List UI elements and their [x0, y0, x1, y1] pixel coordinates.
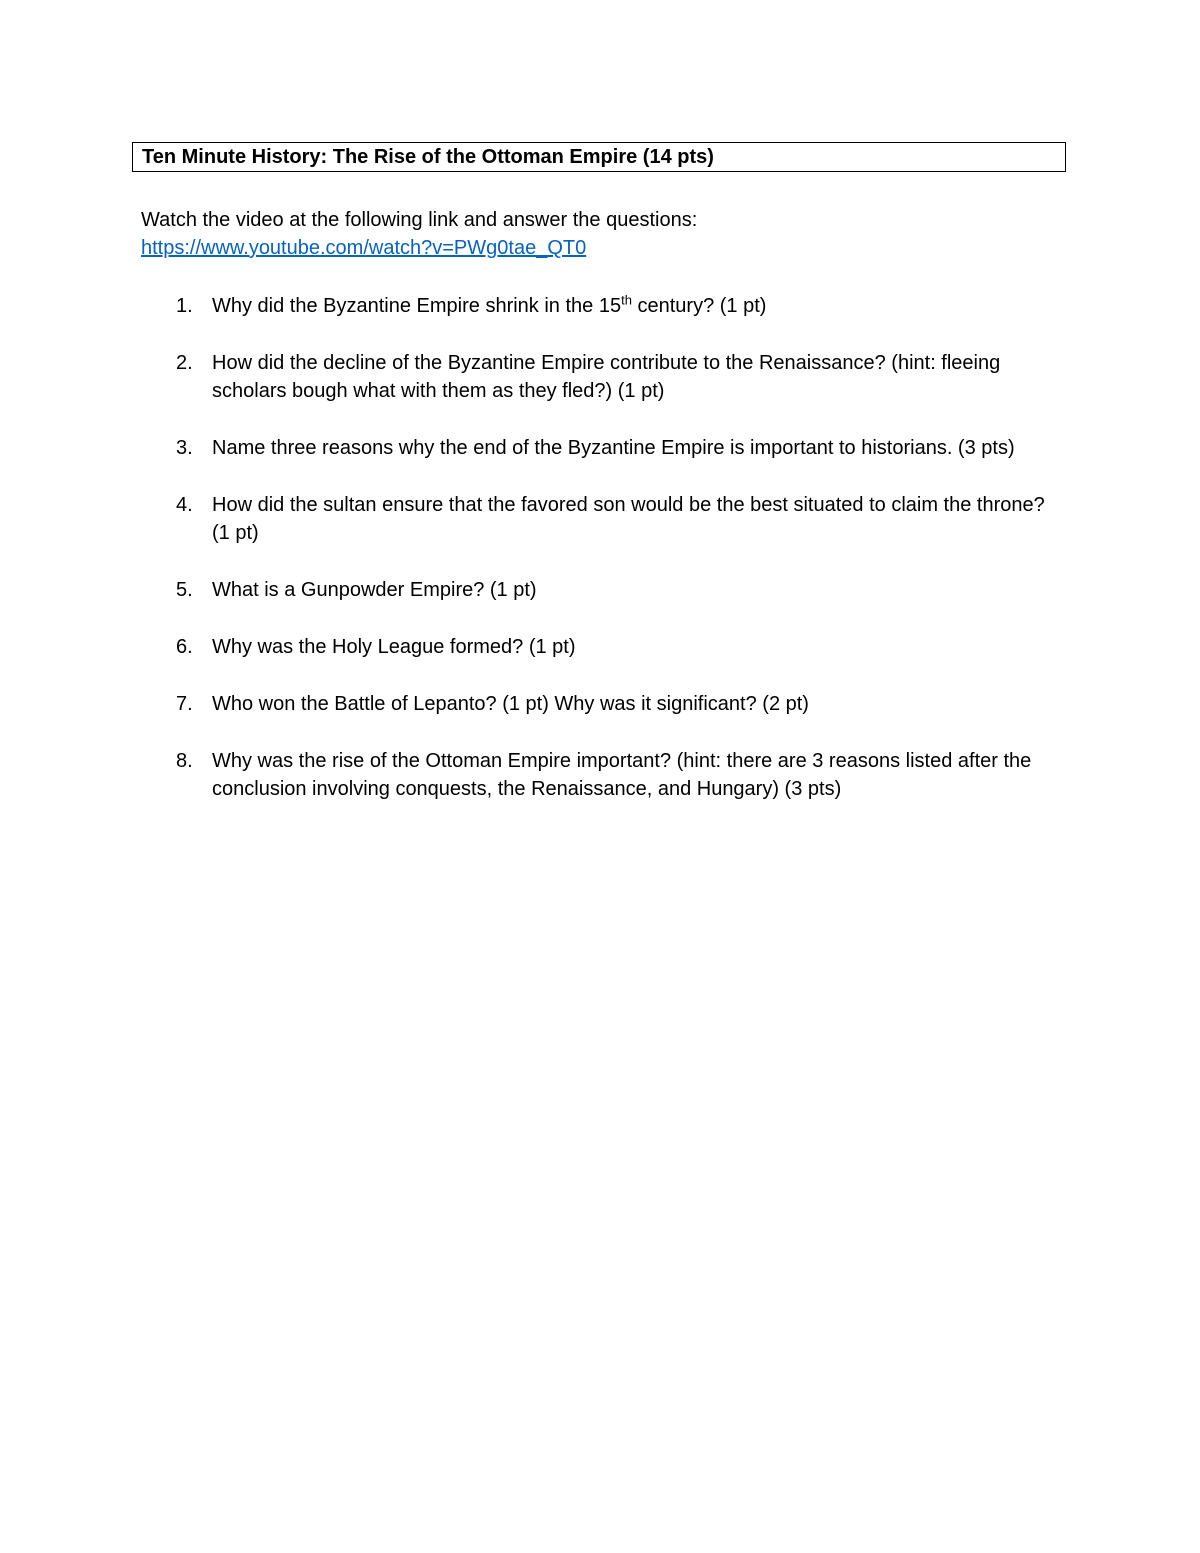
worksheet-title-text: Ten Minute History: The Rise of the Ottoman Empire (14 pts) [142, 146, 714, 168]
question-text: Why did the Byzantine Empire shrink in the 15th century? (1 pt) [212, 292, 767, 317]
question-text: How did the sultan ensure that the favored son would be the best situated to claim the throne? (1 pt) [212, 494, 1045, 544]
question-number: 2. [176, 352, 193, 374]
question-list [141, 292, 1061, 832]
question-7 [141, 690, 1061, 718]
question-number: 6. [176, 636, 193, 658]
question-text: Why was the Holy League formed? (1 pt) [212, 636, 576, 658]
question-number: 3. [176, 437, 193, 459]
question-text: Why was the rise of the Ottoman Empire important? (hint: there are 3 reasons listed after the conclusion involving conquests, the Renaissance, and Hungary) (3 pts) [212, 750, 1032, 800]
worksheet-title [132, 142, 1066, 172]
question-text: How did the decline of the Byzantine Empire contribute to the Renaissance? (hint: fleeing scholars bough what with them as they fled?) (1 pt) [212, 352, 1001, 402]
intro-section [141, 206, 697, 262]
question-text: Who won the Battle of Lepanto? (1 pt) Why was it significant? (2 pt) [212, 693, 809, 715]
ordinal-superscript: th [621, 292, 632, 308]
question-number: 5. [176, 579, 193, 601]
question-8 [141, 747, 1061, 803]
instructions-text: Watch the video at the following link and answer the questions: [141, 209, 698, 231]
question-number: 4. [176, 494, 193, 516]
question-text: What is a Gunpowder Empire? (1 pt) [212, 579, 537, 601]
question-number: 7. [176, 693, 193, 715]
question-3 [141, 434, 1061, 462]
question-2 [141, 349, 1061, 405]
question-text: Name three reasons why the end of the Byzantine Empire is important to historians. (3 pts) [212, 437, 1015, 459]
question-number: 8. [176, 750, 193, 772]
question-5 [141, 576, 1061, 604]
question-1 [141, 292, 1061, 320]
video-link[interactable]: https://www.youtube.com/watch?v=PWg0tae_QT0 [141, 237, 587, 259]
question-6 [141, 633, 1061, 661]
question-number: 1. [176, 295, 193, 317]
question-4 [141, 491, 1061, 547]
